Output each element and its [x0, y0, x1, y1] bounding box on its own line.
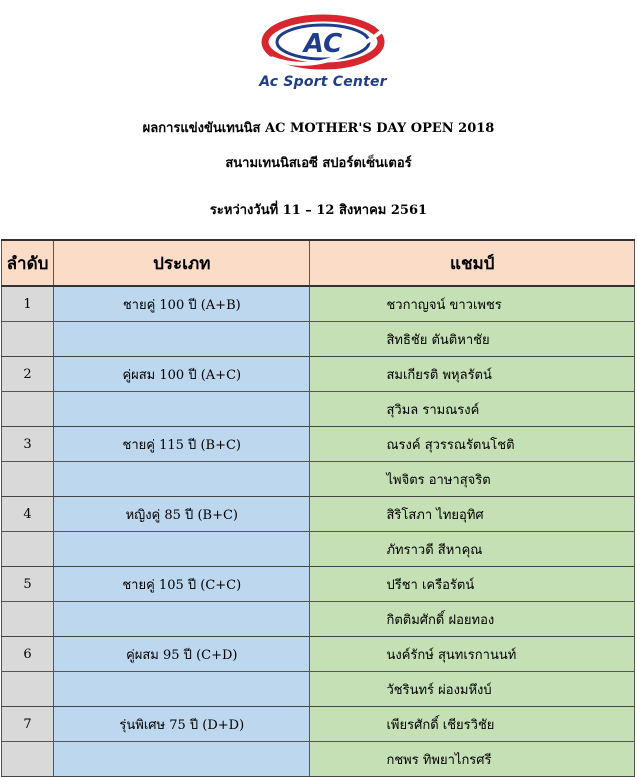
table-row	[2, 742, 635, 777]
logo-initials: AC	[303, 29, 343, 59]
category-cell-empty	[54, 322, 310, 357]
champion-cell: สมเกียรติ พหุลรัตน์	[310, 357, 635, 392]
table-row	[2, 532, 635, 567]
rank-cell-empty	[2, 392, 54, 427]
date-range: ระหว่างวันที่ 11 – 12 สิงหาคม 2561	[209, 203, 428, 218]
champion-cell: สิริโสภา ไทยอุทิศ	[310, 497, 635, 532]
venue-title: สนามเทนนิสเอซี สปอร์ตเซ็นเตอร์	[225, 156, 412, 171]
header-category: ประเภท	[54, 240, 310, 286]
category-cell-empty	[54, 532, 310, 567]
results-table	[1, 239, 635, 777]
table-row	[2, 637, 635, 672]
champion-cell: วัชรินทร์ ผ่องมหึงบ์	[310, 672, 635, 707]
table-row	[2, 357, 635, 392]
table-row	[2, 286, 635, 322]
champion-cell: ภัทราวดี สีหาคุณ	[310, 532, 635, 567]
logo-name: Ac Sport Center	[259, 74, 387, 90]
rank-cell: 1	[2, 286, 54, 322]
rank-cell-empty	[2, 672, 54, 707]
rank-cell: 5	[2, 567, 54, 602]
table-header-row	[2, 240, 635, 286]
category-cell-empty	[54, 672, 310, 707]
champion-cell: เพียรศักดิ์ เชียรวิชัย	[310, 707, 635, 742]
category-cell: ชายคู่ 105 ปี (C+C)	[54, 567, 310, 602]
ac-sport-center-logo	[243, 8, 403, 94]
category-cell: คู่ผสม 95 ปี (C+D)	[54, 637, 310, 672]
champion-cell: กชพร ทิพยาไกรศรี	[310, 742, 635, 777]
table-row	[2, 497, 635, 532]
champion-cell: ชวกาญจน์ ขาวเพชร	[310, 286, 635, 322]
rank-cell-empty	[2, 602, 54, 637]
rank-cell-empty	[2, 322, 54, 357]
header-rank: ลำดับ	[2, 240, 54, 286]
rank-cell: 7	[2, 707, 54, 742]
table-row	[2, 392, 635, 427]
table-row	[2, 427, 635, 462]
category-cell: ชายคู่ 100 ปี (A+B)	[54, 286, 310, 322]
champion-cell: สิทธิชัย ตันติหาชัย	[310, 322, 635, 357]
tournament-title: ผลการแข่งขันเทนนิส AC MOTHER'S DAY OPEN 2018	[142, 121, 495, 136]
rank-cell: 2	[2, 357, 54, 392]
rank-cell: 4	[2, 497, 54, 532]
rank-cell-empty	[2, 462, 54, 497]
champion-cell: นงค์รักษ์ สุนทเรกานนท์	[310, 637, 635, 672]
table-row	[2, 707, 635, 742]
category-cell: ชายคู่ 115 ปี (B+C)	[54, 427, 310, 462]
category-cell-empty	[54, 742, 310, 777]
table-row	[2, 672, 635, 707]
rank-cell: 3	[2, 427, 54, 462]
table-row	[2, 462, 635, 497]
category-cell: คู่ผสม 100 ปี (A+C)	[54, 357, 310, 392]
rank-cell-empty	[2, 742, 54, 777]
category-cell: หญิงคู่ 85 ปี (B+C)	[54, 497, 310, 532]
header-champion: แชมป์	[310, 240, 635, 286]
category-cell-empty	[54, 462, 310, 497]
champion-cell: กิตติมศักดิ์ ฝอยทอง	[310, 602, 635, 637]
rank-cell: 6	[2, 637, 54, 672]
table-row	[2, 602, 635, 637]
champion-cell: สุวิมล รามณรงค์	[310, 392, 635, 427]
table-row	[2, 322, 635, 357]
champion-cell: ปรีชา เครือรัตน์	[310, 567, 635, 602]
champion-cell: ไพจิตร อาษาสุจริต	[310, 462, 635, 497]
category-cell-empty	[54, 392, 310, 427]
champion-cell: ณรงค์ สุวรรณรัตนโชติ	[310, 427, 635, 462]
rank-cell-empty	[2, 532, 54, 567]
category-cell: รุ่นพิเศษ 75 ปี (D+D)	[54, 707, 310, 742]
table-row	[2, 567, 635, 602]
ac-logo-emblem	[243, 8, 403, 74]
category-cell-empty	[54, 602, 310, 637]
